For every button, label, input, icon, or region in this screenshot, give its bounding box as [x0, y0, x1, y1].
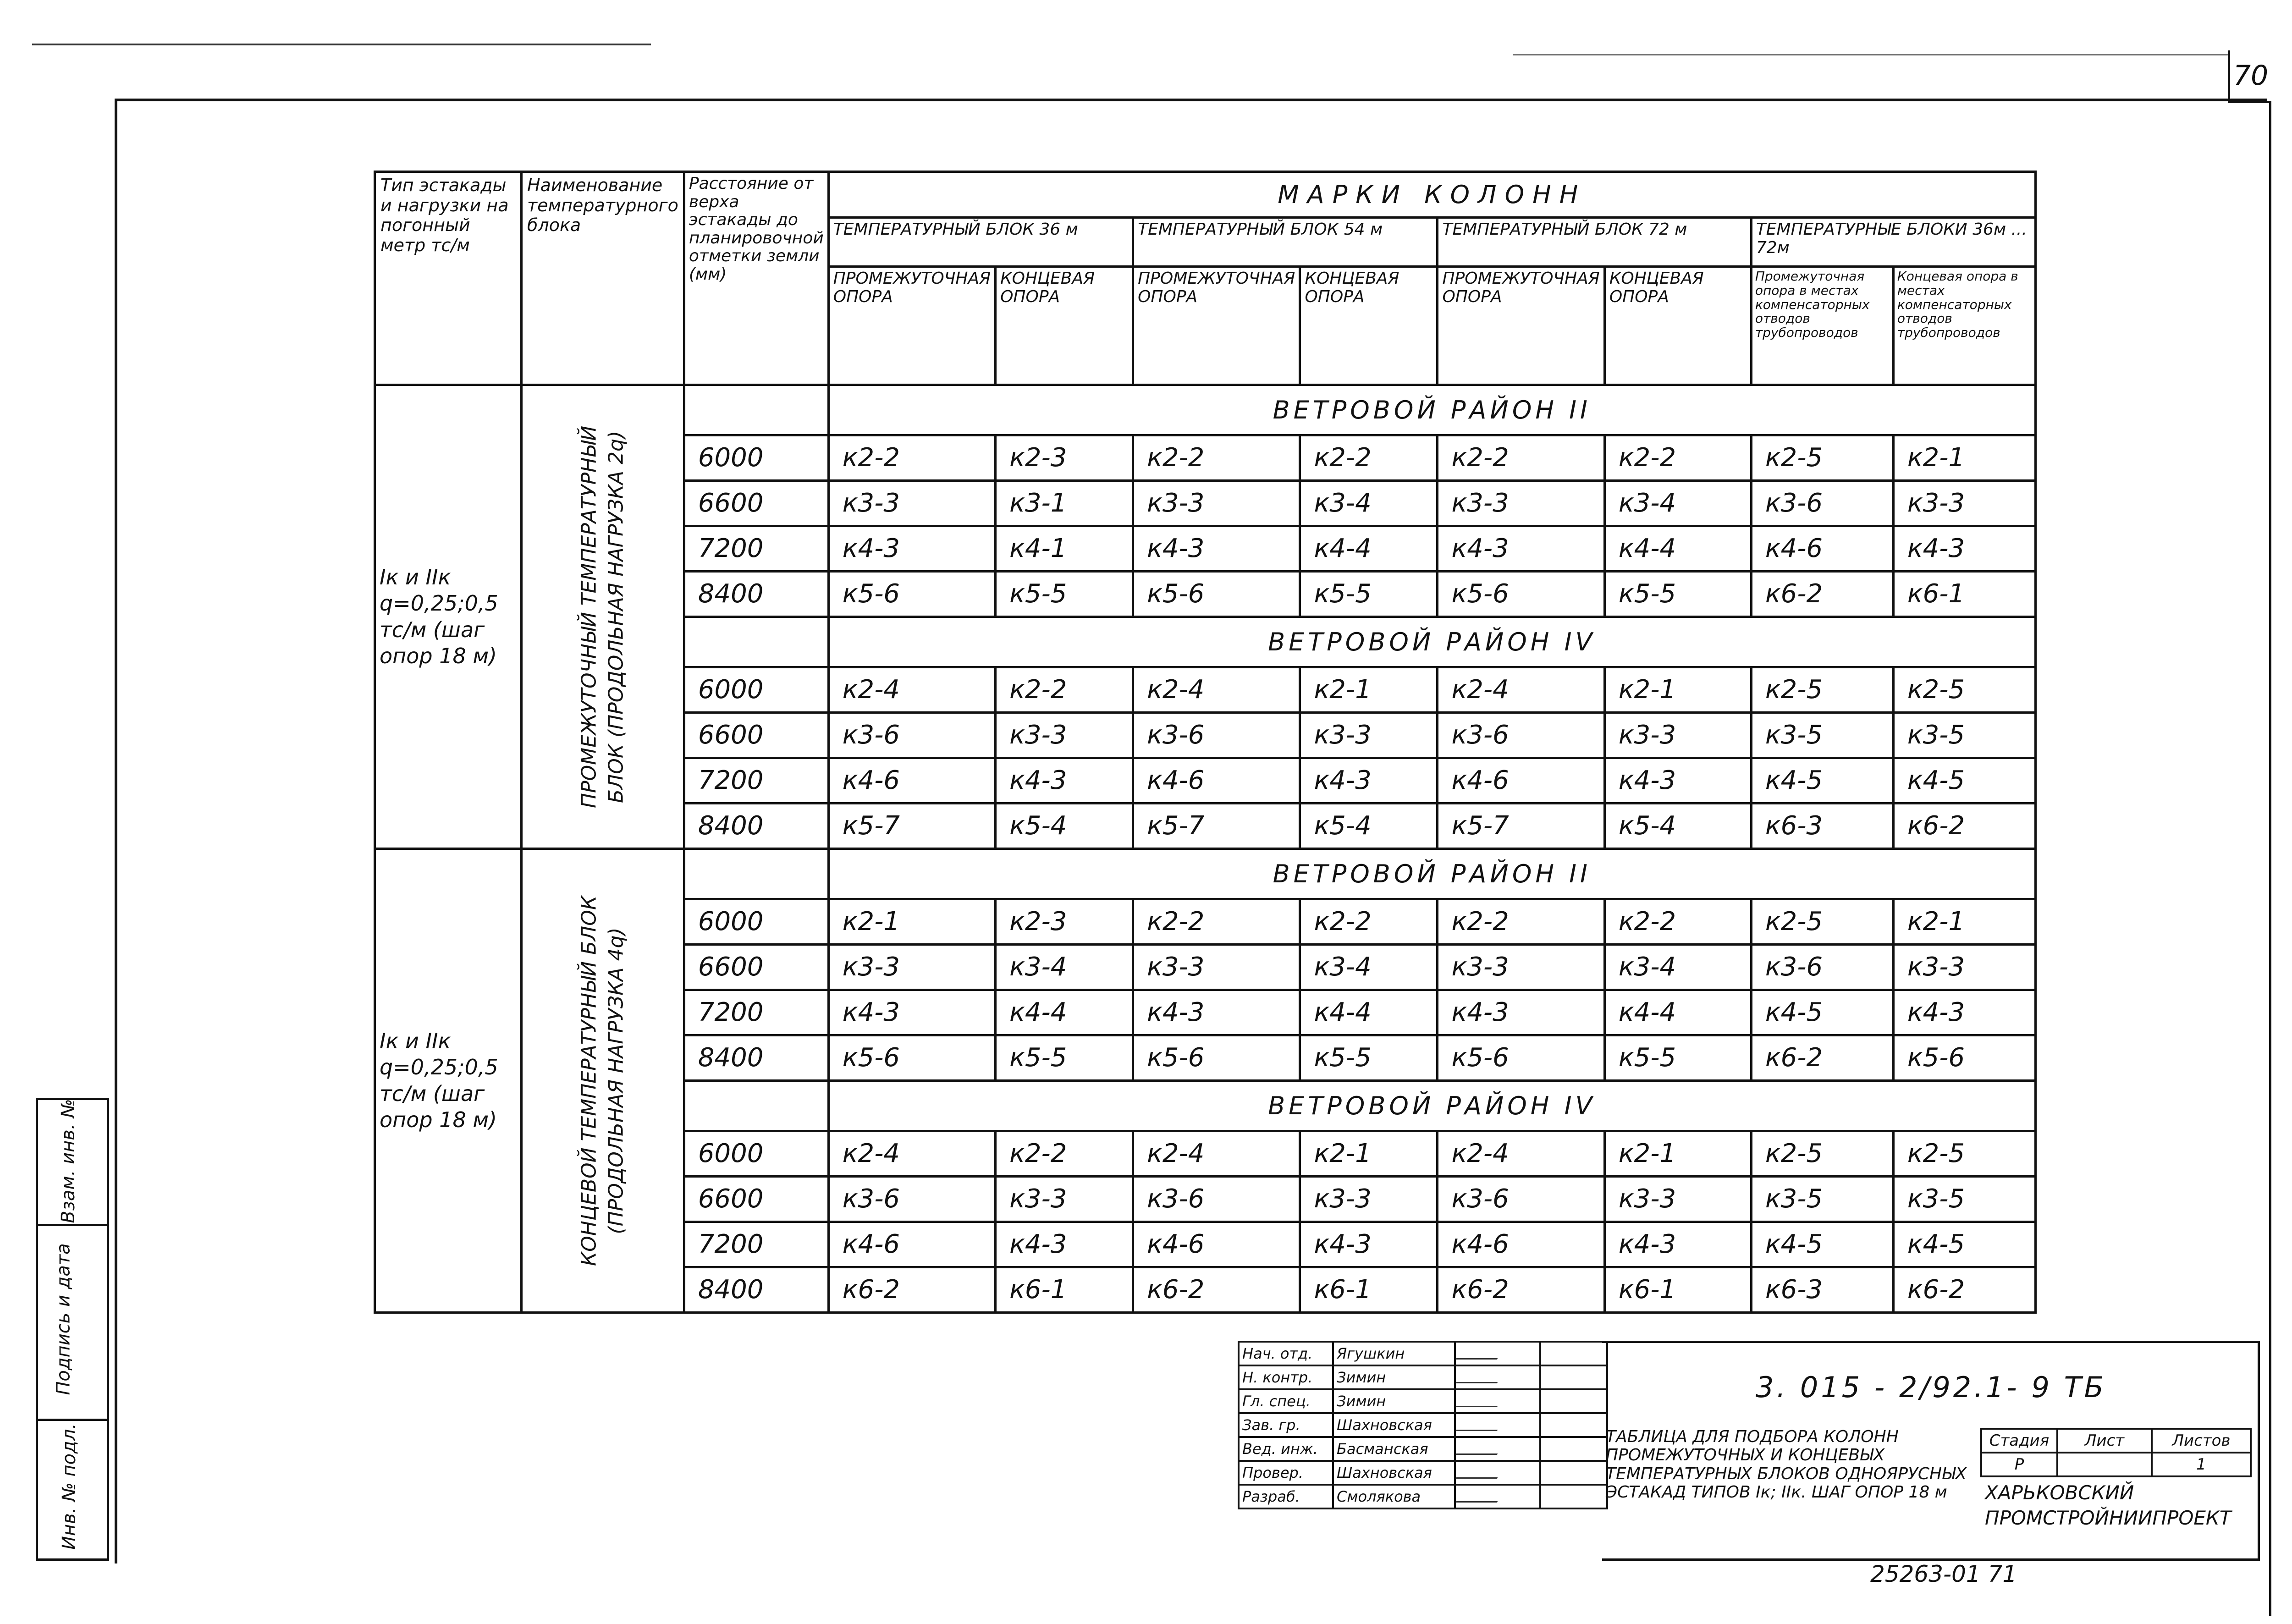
column-mark-cell: к4-3	[1604, 758, 1751, 804]
header-sub: КОНЦЕВАЯ ОПОРА	[996, 267, 1133, 385]
column-mark-cell: к4-3	[1133, 990, 1300, 1035]
signature-row	[1239, 1365, 1607, 1389]
column-mark-cell: к3-1	[996, 481, 1133, 526]
column-mark-cell: к4-3	[1604, 1222, 1751, 1267]
column-mark-cell: к3-3	[1300, 713, 1438, 758]
header-block-36: ТЕМПЕРАТУРНЫЙ БЛОК 36 м	[828, 218, 1133, 267]
column-mark-cell: к5-6	[1133, 1035, 1300, 1081]
role-label: Н. контр.	[1239, 1365, 1333, 1389]
column-mark-cell: к4-3	[1133, 526, 1300, 572]
signer-name: Зимин	[1333, 1389, 1455, 1413]
signer-name: Зимин	[1333, 1365, 1455, 1389]
header-sub: ПРОМЕЖУТОЧНАЯ ОПОРА	[1133, 267, 1300, 385]
column-mark-cell: к5-6	[1438, 572, 1604, 617]
sheets-value: 1	[2152, 1453, 2251, 1476]
column-mark-cell: к3-6	[1133, 1177, 1300, 1222]
column-mark-cell: к3-6	[1751, 481, 1893, 526]
strip-label: Взам. инв. №	[57, 1099, 79, 1223]
stage-value: Р	[1981, 1453, 2057, 1476]
blank-cell	[684, 849, 828, 899]
column-mark-cell: к2-2	[1438, 435, 1604, 481]
header-sub: ПРОМЕЖУТОЧНАЯ ОПОРА	[1438, 267, 1604, 385]
signer-name: Ягушкин	[1333, 1342, 1455, 1365]
column-mark-cell: к4-6	[1751, 526, 1893, 572]
column-mark-cell: к5-5	[1604, 1035, 1751, 1081]
columns-table	[374, 171, 2037, 1314]
column-mark-cell: к3-4	[1300, 481, 1438, 526]
signature-mark	[1456, 1416, 1503, 1431]
column-mark-cell: к4-6	[828, 1222, 995, 1267]
column-mark-cell: к2-2	[1300, 435, 1438, 481]
role-label: Провер.	[1239, 1461, 1333, 1485]
column-mark-cell: к6-2	[1133, 1267, 1300, 1313]
signature-row	[1239, 1461, 1607, 1485]
column-mark-cell: к5-4	[1300, 804, 1438, 849]
column-mark-cell: к5-7	[1133, 804, 1300, 849]
height-cell: 6600	[684, 481, 828, 526]
signature-row	[1239, 1437, 1607, 1461]
column-mark-cell: к2-4	[1133, 1131, 1300, 1177]
height-cell: 8400	[684, 1035, 828, 1081]
column-mark-cell: к3-3	[1300, 1177, 1438, 1222]
signature	[1455, 1389, 1540, 1413]
header-sub: КОНЦЕВАЯ ОПОРА	[1604, 267, 1751, 385]
column-mark-cell: к2-5	[1751, 667, 1893, 713]
block-cell	[522, 849, 684, 1313]
column-mark-cell: к2-2	[996, 1131, 1133, 1177]
column-mark-cell: к3-3	[828, 481, 995, 526]
column-mark-cell: к2-3	[996, 435, 1133, 481]
blank-cell	[684, 617, 828, 667]
header-block-72: ТЕМПЕРАТУРНЫЙ БЛОК 72 м	[1438, 218, 1751, 267]
column-mark-cell: к6-2	[1751, 1035, 1893, 1081]
height-cell: 7200	[684, 526, 828, 572]
header-block: Наименование температурного блока	[522, 172, 684, 385]
column-mark-cell: к5-7	[1438, 804, 1604, 849]
column-mark-cell: к4-5	[1893, 1222, 2035, 1267]
column-mark-cell: к4-6	[828, 758, 995, 804]
column-mark-cell: к5-5	[996, 572, 1133, 617]
signature-mark	[1456, 1487, 1503, 1503]
strip-label: Подпись и дата	[53, 1243, 74, 1395]
column-mark-cell: к2-2	[1133, 435, 1300, 481]
column-mark-cell: к4-6	[1133, 1222, 1300, 1267]
column-mark-cell: к5-4	[996, 804, 1133, 849]
role-label: Разраб.	[1239, 1485, 1333, 1508]
height-cell: 7200	[684, 990, 828, 1035]
header-block-36-72: ТЕМПЕРАТУРНЫЕ БЛОКИ 36м ... 72м	[1751, 218, 2035, 267]
header-type: Тип эстакады и нагрузки на погонный метр тс/м	[375, 172, 522, 385]
column-mark-cell: к2-5	[1751, 1131, 1893, 1177]
signature-mark	[1456, 1440, 1503, 1455]
column-mark-cell: к4-6	[1438, 758, 1604, 804]
column-mark-cell: к5-6	[1133, 572, 1300, 617]
height-cell: 7200	[684, 1222, 828, 1267]
document-code: 3. 015 - 2/92.1- 9 ТБ	[1756, 1371, 2107, 1404]
column-mark-cell: к2-2	[996, 667, 1133, 713]
date-cell	[1540, 1485, 1607, 1508]
column-mark-cell: к2-5	[1893, 667, 2035, 713]
column-mark-cell: к6-2	[1751, 572, 1893, 617]
column-mark-cell: к3-4	[996, 945, 1133, 990]
column-mark-cell: к4-4	[1604, 526, 1751, 572]
header-sub: Промежуточная опора в местах компенсаторных отводов трубопроводов	[1751, 267, 1893, 385]
signature-mark	[1456, 1464, 1503, 1479]
column-mark-cell: к6-1	[1893, 572, 2035, 617]
column-mark-cell: к6-2	[1438, 1267, 1604, 1313]
height-cell: 6000	[684, 667, 828, 713]
column-mark-cell: к5-6	[1438, 1035, 1604, 1081]
column-mark-cell: к2-2	[1438, 899, 1604, 945]
column-mark-cell: к3-6	[1133, 713, 1300, 758]
signature	[1455, 1342, 1540, 1365]
header-marks: МАРКИ КОЛОНН	[828, 172, 2035, 218]
sheet-label: Лист	[2057, 1429, 2152, 1453]
signer-name: Басманская	[1333, 1437, 1455, 1461]
column-mark-cell: к4-5	[1751, 990, 1893, 1035]
title-block-signatures	[1238, 1341, 1608, 1509]
column-mark-cell: к2-5	[1751, 899, 1893, 945]
column-mark-cell: к6-3	[1751, 804, 1893, 849]
column-mark-cell: к3-6	[828, 1177, 995, 1222]
signature-mark	[1456, 1392, 1503, 1407]
column-mark-cell: к4-3	[1300, 758, 1438, 804]
column-mark-cell: к2-2	[828, 435, 995, 481]
column-mark-cell: к4-3	[996, 1222, 1133, 1267]
column-mark-cell: к5-6	[828, 1035, 995, 1081]
page-number: 70	[2228, 50, 2271, 103]
height-cell: 6000	[684, 899, 828, 945]
column-mark-cell: к4-5	[1751, 758, 1893, 804]
height-cell: 7200	[684, 758, 828, 804]
top-rule	[1513, 54, 2228, 55]
height-cell: 8400	[684, 804, 828, 849]
header-block-54: ТЕМПЕРАТУРНЫЙ БЛОК 54 м	[1133, 218, 1438, 267]
column-mark-cell: к3-5	[1751, 1177, 1893, 1222]
block-name: КОНЦЕВОЙ ТЕМПЕРАТУРНЫЙ БЛОК (ПРОДОЛЬНАЯ НАГРУЗКА 4q)	[577, 895, 628, 1266]
column-mark-cell: к5-6	[1893, 1035, 2035, 1081]
type-cell: Iк и IIк q=0,25;0,5 тс/м (шаг опор 18 м)	[375, 385, 522, 849]
column-mark-cell: к4-3	[828, 990, 995, 1035]
column-mark-cell: к2-3	[996, 899, 1133, 945]
wind-region-header: ВЕТРОВОЙ РАЙОН II	[828, 849, 2035, 899]
signature	[1455, 1365, 1540, 1389]
date-cell	[1540, 1389, 1607, 1413]
header-sub: Концевая опора в местах компенсаторных отводов трубопроводов	[1893, 267, 2035, 385]
role-label: Зав. гр.	[1239, 1413, 1333, 1437]
column-mark-cell: к2-1	[1300, 667, 1438, 713]
column-mark-cell: к3-4	[1300, 945, 1438, 990]
signer-name: Шахновская	[1333, 1413, 1455, 1437]
column-mark-cell: к4-4	[1300, 526, 1438, 572]
column-mark-cell: к5-5	[1300, 1035, 1438, 1081]
strip-label: Инв. № подл.	[58, 1423, 80, 1550]
date-cell	[1540, 1413, 1607, 1437]
column-mark-cell: к2-5	[1893, 1131, 2035, 1177]
document-title: ТАБЛИЦА ДЛЯ ПОДБОРА КОЛОНН ПРОМЕЖУТОЧНЫХ И КОНЦЕВЫХ ТЕМПЕРАТУРНЫХ БЛОКОВ ОДНОЯРУСНЫХ ЭСТАКАД ТИПОВ Iк; IIк. ШАГ ОПОР 18 м	[1606, 1427, 1967, 1502]
height-cell: 6600	[684, 1177, 828, 1222]
date-cell	[1540, 1365, 1607, 1389]
sheets-label: Листов	[2152, 1429, 2251, 1453]
column-mark-cell: к4-3	[1438, 526, 1604, 572]
column-mark-cell: к2-1	[1893, 899, 2035, 945]
column-mark-cell: к3-3	[1893, 945, 2035, 990]
signer-name: Смолякова	[1333, 1485, 1455, 1508]
column-mark-cell: к2-1	[1893, 435, 2035, 481]
role-label: Нач. отд.	[1239, 1342, 1333, 1365]
column-mark-cell: к4-5	[1751, 1222, 1893, 1267]
blank-cell	[684, 1081, 828, 1131]
column-mark-cell: к4-3	[1893, 526, 2035, 572]
height-cell: 6600	[684, 945, 828, 990]
block-name: ПРОМЕЖУТОЧНЫЙ ТЕМПЕРАТУРНЫЙ БЛОК (ПРОДОЛЬНАЯ НАГРУЗКА 2q)	[577, 425, 628, 808]
column-mark-cell: к6-3	[1751, 1267, 1893, 1313]
column-mark-cell: к3-4	[1604, 945, 1751, 990]
column-mark-cell: к3-6	[1438, 713, 1604, 758]
height-cell: 6600	[684, 713, 828, 758]
column-mark-cell: к6-2	[828, 1267, 995, 1313]
column-mark-cell: к3-3	[996, 1177, 1133, 1222]
column-mark-cell: к3-3	[1438, 481, 1604, 526]
column-mark-cell: к4-4	[996, 990, 1133, 1035]
column-mark-cell: к2-4	[1133, 667, 1300, 713]
column-mark-cell: к3-3	[1133, 945, 1300, 990]
height-cell: 8400	[684, 572, 828, 617]
column-mark-cell: к2-5	[1751, 435, 1893, 481]
column-mark-cell: к2-2	[1604, 435, 1751, 481]
date-cell	[1540, 1437, 1607, 1461]
column-mark-cell: к3-3	[996, 713, 1133, 758]
approval-strip	[36, 1098, 109, 1561]
column-mark-cell: к3-3	[1604, 713, 1751, 758]
top-rule	[32, 44, 651, 45]
role-label: Вед. инж.	[1239, 1437, 1333, 1461]
stage-table	[1980, 1428, 2252, 1477]
signer-name: Шахновская	[1333, 1461, 1455, 1485]
signature	[1455, 1413, 1540, 1437]
column-mark-cell: к3-3	[1893, 481, 2035, 526]
column-mark-cell: к2-1	[1300, 1131, 1438, 1177]
signature	[1455, 1437, 1540, 1461]
column-mark-cell: к2-4	[828, 667, 995, 713]
signature-row	[1239, 1413, 1607, 1437]
column-mark-cell: к6-1	[996, 1267, 1133, 1313]
wind-region-header: ВЕТРОВОЙ РАЙОН II	[828, 385, 2035, 435]
signature-mark	[1456, 1344, 1503, 1360]
column-mark-cell: к4-1	[996, 526, 1133, 572]
column-mark-cell: к6-2	[1893, 1267, 2035, 1313]
column-mark-cell: к4-4	[1300, 990, 1438, 1035]
column-mark-cell: к2-2	[1133, 899, 1300, 945]
block-cell	[522, 385, 684, 849]
wind-region-header: ВЕТРОВОЙ РАЙОН IV	[828, 1081, 2035, 1131]
column-mark-cell: к3-5	[1893, 1177, 2035, 1222]
column-mark-cell: к4-3	[828, 526, 995, 572]
column-mark-cell: к5-6	[828, 572, 995, 617]
stage-label: Стадия	[1981, 1429, 2057, 1453]
column-mark-cell: к5-5	[1300, 572, 1438, 617]
column-mark-cell: к4-6	[1133, 758, 1300, 804]
column-mark-cell: к3-3	[828, 945, 995, 990]
header-height: Расстояние от верха эстакады до планировочной отметки земли (мм)	[684, 172, 828, 385]
column-mark-cell: к4-3	[996, 758, 1133, 804]
signature-mark	[1456, 1368, 1503, 1383]
organization: ХАРЬКОВСКИЙ ПРОМСТРОЙНИИПРОЕКТ	[1985, 1481, 2231, 1529]
date-cell	[1540, 1461, 1607, 1485]
column-mark-cell: к4-3	[1300, 1222, 1438, 1267]
type-cell: Iк и IIк q=0,25;0,5 тс/м (шаг опор 18 м)	[375, 849, 522, 1313]
column-mark-cell: к6-1	[1300, 1267, 1438, 1313]
column-mark-cell: к2-2	[1300, 899, 1438, 945]
column-mark-cell: к2-2	[1604, 899, 1751, 945]
column-mark-cell: к4-3	[1893, 990, 2035, 1035]
signature-row	[1239, 1389, 1607, 1413]
blank-cell	[684, 385, 828, 435]
header-sub: КОНЦЕВАЯ ОПОРА	[1300, 267, 1438, 385]
wind-region-header: ВЕТРОВОЙ РАЙОН IV	[828, 617, 2035, 667]
height-cell: 6000	[684, 435, 828, 481]
height-cell: 8400	[684, 1267, 828, 1313]
column-mark-cell: к2-1	[1604, 1131, 1751, 1177]
column-mark-cell: к3-6	[828, 713, 995, 758]
column-mark-cell: к6-1	[1604, 1267, 1751, 1313]
column-mark-cell: к4-4	[1604, 990, 1751, 1035]
column-mark-cell: к3-3	[1133, 481, 1300, 526]
column-mark-cell: к3-5	[1893, 713, 2035, 758]
column-mark-cell: к2-4	[1438, 667, 1604, 713]
height-cell: 6000	[684, 1131, 828, 1177]
column-mark-cell: к3-3	[1604, 1177, 1751, 1222]
date-cell	[1540, 1342, 1607, 1365]
column-mark-cell: к2-1	[1604, 667, 1751, 713]
column-mark-cell: к5-5	[1604, 572, 1751, 617]
signature-row	[1239, 1485, 1607, 1508]
column-mark-cell: к3-4	[1604, 481, 1751, 526]
column-mark-cell: к2-4	[828, 1131, 995, 1177]
column-mark-cell: к3-6	[1751, 945, 1893, 990]
column-mark-cell: к4-3	[1438, 990, 1604, 1035]
column-mark-cell: к2-4	[1438, 1131, 1604, 1177]
sheet-edge	[2269, 103, 2271, 1616]
archive-number: 25263-01 71	[1870, 1561, 2017, 1587]
signature	[1455, 1461, 1540, 1485]
column-mark-cell: к5-4	[1604, 804, 1751, 849]
header-sub: ПРОМЕЖУТОЧНАЯ ОПОРА	[828, 267, 995, 385]
column-mark-cell: к5-7	[828, 804, 995, 849]
column-mark-cell: к4-6	[1438, 1222, 1604, 1267]
column-mark-cell: к3-6	[1438, 1177, 1604, 1222]
signature	[1455, 1485, 1540, 1508]
sheet-value	[2057, 1453, 2152, 1476]
column-mark-cell: к2-1	[828, 899, 995, 945]
signature-row	[1239, 1342, 1607, 1365]
column-mark-cell: к6-2	[1893, 804, 2035, 849]
column-mark-cell: к3-3	[1438, 945, 1604, 990]
column-mark-cell: к4-5	[1893, 758, 2035, 804]
role-label: Гл. спец.	[1239, 1389, 1333, 1413]
column-mark-cell: к5-5	[996, 1035, 1133, 1081]
column-mark-cell: к3-5	[1751, 713, 1893, 758]
